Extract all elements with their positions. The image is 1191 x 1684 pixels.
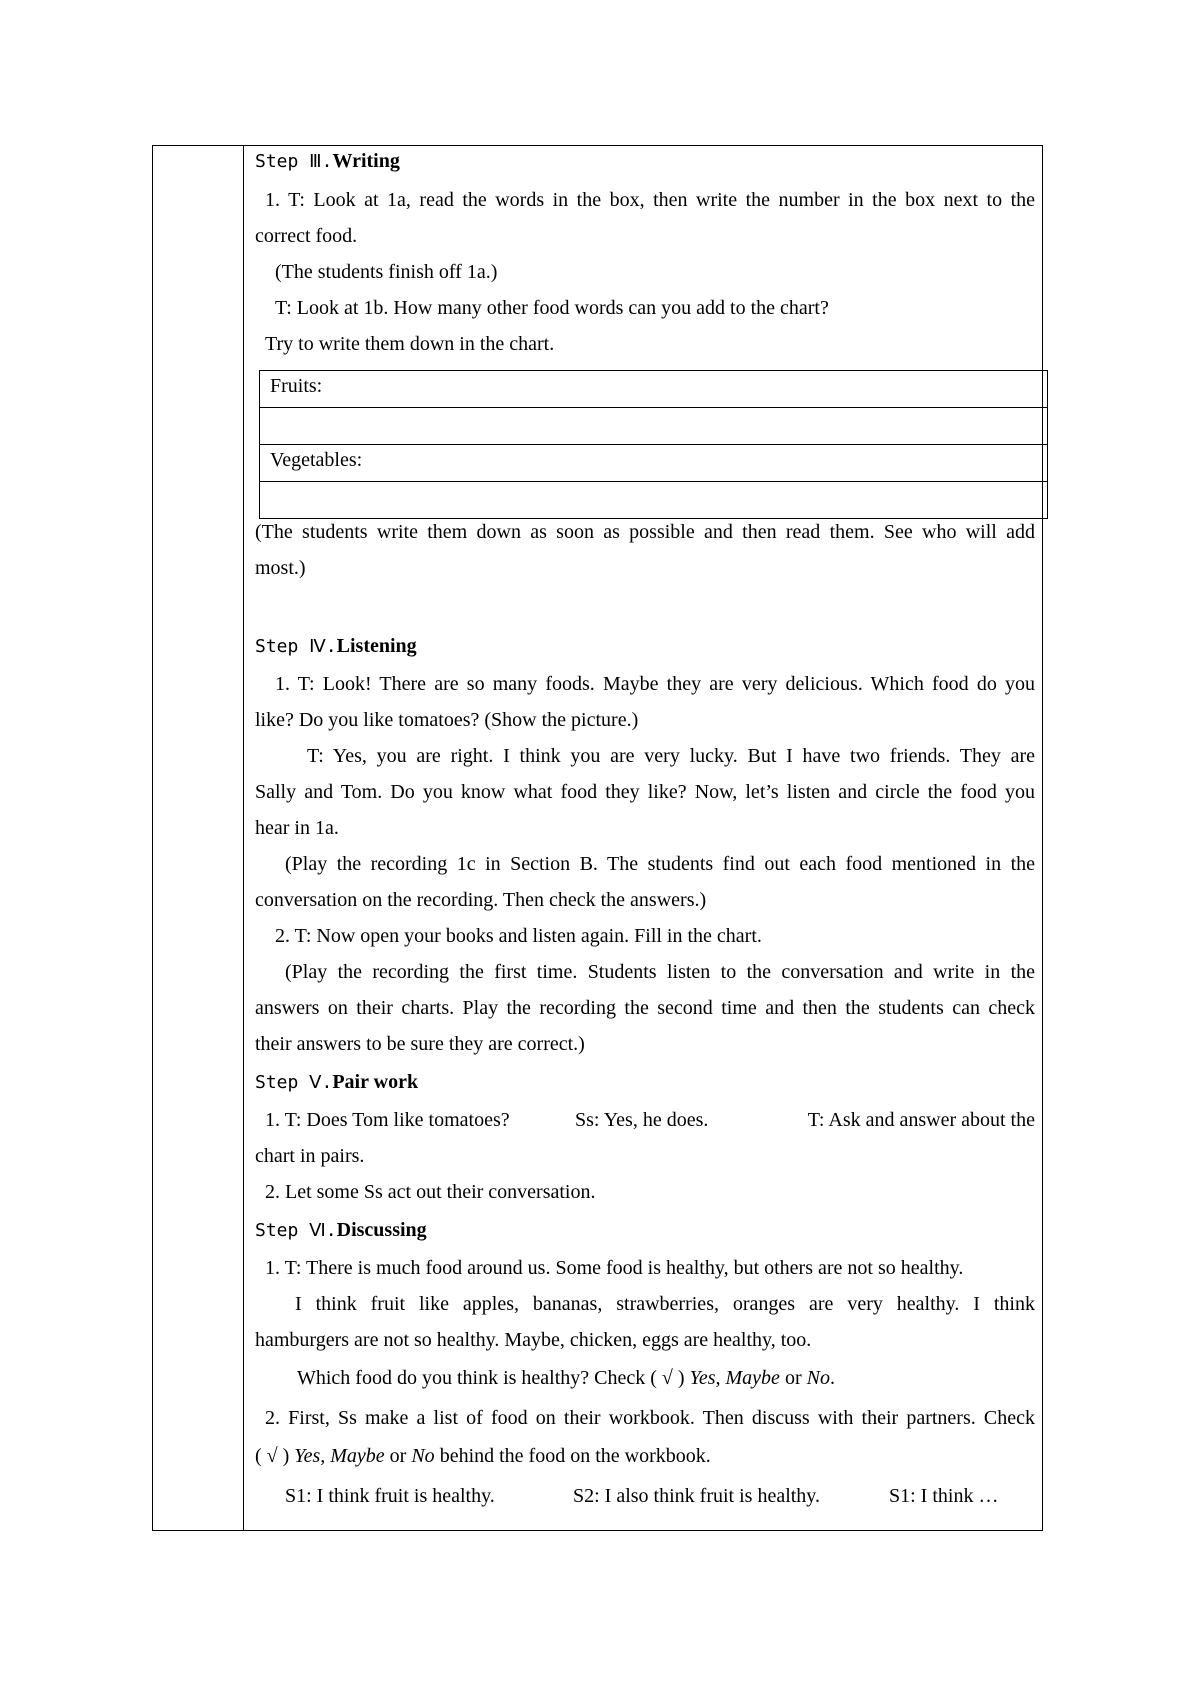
step6-label: Step Ⅵ.	[255, 1220, 337, 1241]
dialogue-s3: S1: I think …	[889, 1485, 999, 1507]
step4-line7: conversation on the recording. Then check the answers.)	[255, 889, 707, 911]
step4-heading	[255, 628, 1035, 665]
step4-line1: 1. T: Look! There are so many foods. Maybe they are very delicious. Which food do you	[275, 673, 1035, 695]
chart-vegetables-label: Vegetables:	[260, 445, 1048, 482]
chart-fruits-blank	[260, 408, 1048, 445]
step4-line8: 2. T: Now open your books and listen again. Fill in the chart.	[275, 925, 762, 947]
chart-vegetables-blank	[260, 482, 1048, 519]
lesson-table	[152, 145, 1043, 1531]
step3-line2: correct food.	[255, 225, 358, 247]
step6-no: No	[806, 1367, 830, 1389]
step6-title: Discussing	[336, 1219, 427, 1241]
step5-label: Step Ⅴ.	[255, 1072, 333, 1093]
step4-line11: their answers to be sure they are correct.)	[255, 1033, 585, 1055]
step3-heading	[255, 143, 1035, 180]
food-chart	[259, 370, 1048, 519]
left-column	[153, 146, 244, 1530]
step3-line6: (The students write them down as soon as possible and then read them. See who will add	[255, 521, 1035, 543]
step4-line9: (Play the recording the first time. Students listen to the conversation and write in the	[285, 961, 1035, 983]
step6-line1: 1. T: There is much food around us. Some food is healthy, but others are not so healthy.	[265, 1257, 964, 1279]
step4-line5: hear in 1a.	[255, 817, 339, 839]
step6-or-2: or	[389, 1445, 407, 1467]
step4-title: Listening	[336, 635, 417, 657]
step6-heading	[255, 1212, 1035, 1249]
step4-line3: T: Yes, you are right. I think you are very lucky. But I have two friends. They are	[307, 745, 1035, 767]
dialogue-s2: S2: I also think fruit is healthy.	[573, 1485, 821, 1507]
step5-answer: Ss: Yes, he does.	[575, 1109, 709, 1131]
step5-title: Pair work	[332, 1071, 419, 1093]
step6-line6	[255, 1438, 1035, 1474]
step6-check-text: Which food do you think is healthy? Check ( √ )	[297, 1367, 685, 1389]
step4-label: Step Ⅳ.	[255, 636, 337, 657]
step3-title: Writing	[332, 150, 400, 172]
step6-line3: hamburgers are not so healthy. Maybe, chicken, eggs are healthy, too.	[255, 1329, 812, 1351]
step4-line2: like? Do you like tomatoes? (Show the picture.)	[255, 709, 639, 731]
step6-period: .	[829, 1367, 835, 1389]
step5-heading	[255, 1064, 1035, 1101]
step5-task: T: Ask and answer about the	[807, 1109, 1035, 1131]
step6-behind-text: behind the food on the workbook.	[439, 1445, 711, 1467]
step4-line10: answers on their charts. Play the recording the second time and then the students can check	[255, 997, 1035, 1019]
step3-label: Step Ⅲ.	[255, 151, 333, 172]
step3-line4: T: Look at 1b. How many other food words can you add to the chart?	[275, 297, 829, 319]
step3-line5: Try to write them down in the chart.	[265, 333, 555, 355]
step4-line4: Sally and Tom. Do you know what food they like? Now, let’s listen and circle the food you	[255, 781, 1035, 803]
step3-line7: most.)	[255, 557, 306, 579]
dialogue-s1: S1: I think fruit is healthy.	[285, 1485, 495, 1507]
step5-line2: chart in pairs.	[255, 1145, 365, 1167]
chart-fruits-label: Fruits:	[260, 371, 1048, 408]
step6-yes-maybe: Yes, Maybe	[689, 1367, 780, 1389]
step6-line4	[297, 1360, 1077, 1396]
step6-line2: I think fruit like apples, bananas, strawberries, oranges are very healthy. I think	[295, 1293, 1035, 1315]
step5-question: 1. T: Does Tom like tomatoes?	[265, 1109, 510, 1131]
step3-line3: (The students finish off 1a.)	[275, 261, 498, 283]
step4-line6: (Play the recording 1c in Section B. The students find out each food mentioned in the	[285, 853, 1035, 875]
step5-line3: 2. Let some Ss act out their conversation.	[265, 1181, 596, 1203]
step6-check-mark: ( √ )	[255, 1445, 290, 1467]
step6-or: or	[784, 1367, 802, 1389]
step3-line1: 1. T: Look at 1a, read the words in the box, then write the number in the box next to the	[265, 189, 1035, 211]
step6-line5: 2. First, Ss make a list of food on their workbook. Then discuss with their partners. Check	[265, 1407, 1035, 1429]
step6-no-2: No	[411, 1445, 435, 1467]
step6-yes-maybe-2: Yes, Maybe	[294, 1445, 385, 1467]
